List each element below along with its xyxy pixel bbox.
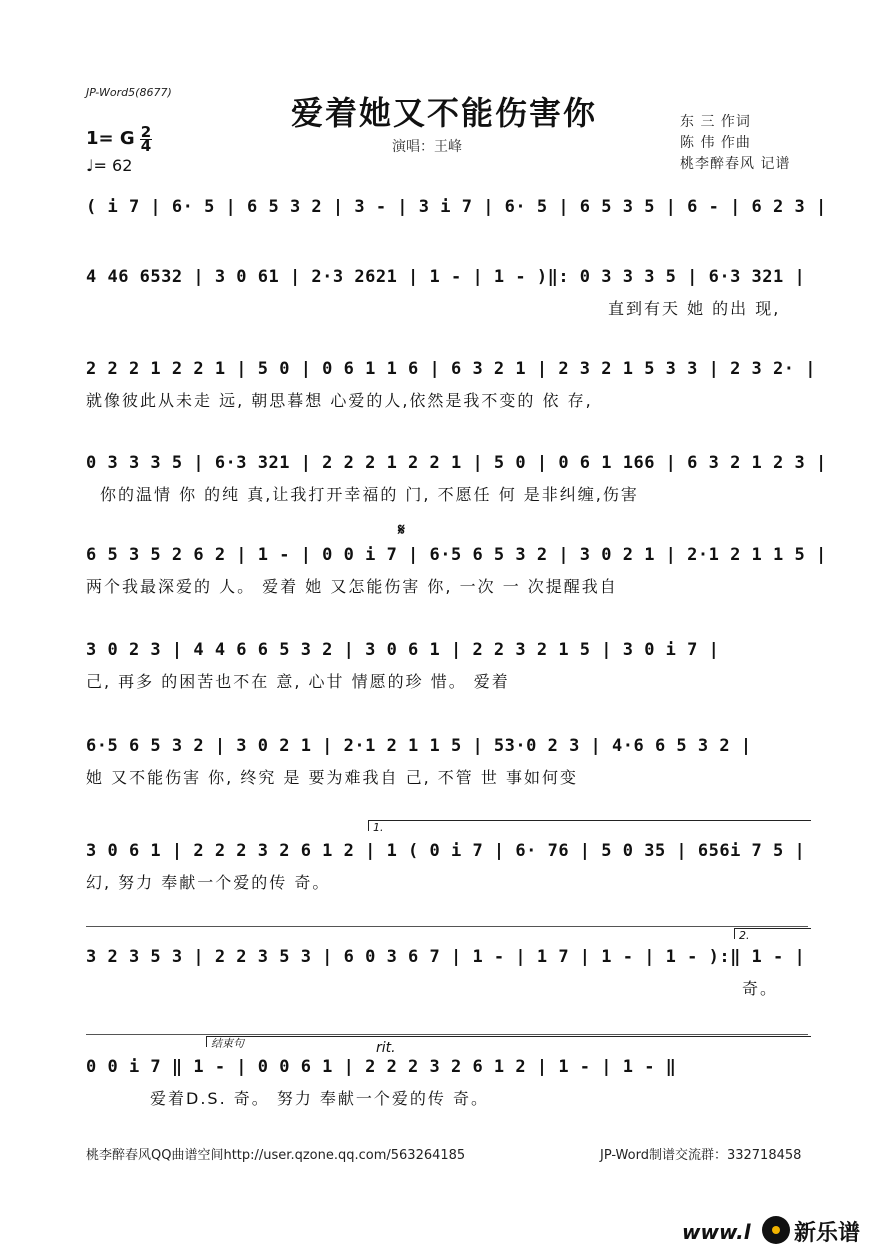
staff-lyrics: 奇。 xyxy=(742,979,779,998)
staff-lyrics: 两个我最深爱的 人。 爱着 她 又怎能伤害 你, 一次 一 次提醒我自 xyxy=(86,577,618,596)
staff-lyrics: 己, 再多 的困苦也不在 意, 心甘 情愿的珍 惜。 爱着 xyxy=(86,672,510,691)
tempo-mark: ♩= 62 xyxy=(86,156,133,175)
time-signature-top: 2 xyxy=(140,123,152,141)
brand-logo-text: 新乐谱 xyxy=(794,1221,861,1246)
staff-notes: 4 46 6532 | 3 0 61 | 2·3 2621 | 1 - | 1 - )‖: 0 3 3 3 5 | 6·3 321 | xyxy=(86,267,806,287)
staff-notes: 0 0 i 7 ‖ 1 - | 0 0 6 1 | 2 2 2 3 2 6 1 2 | 1 - | 1 - ‖ xyxy=(86,1057,677,1077)
staff-notes: 3 2 3 5 3 | 2 2 3 5 3 | 6 0 3 6 7 | 1 - | 1 7 | 1 - | 1 - ):‖ 1 - | xyxy=(86,947,806,967)
staff-divider-line xyxy=(86,926,808,927)
staff-notes: 0 3 3 3 5 | 6·3 321 | 2 2 2 1 2 2 1 | 5 0 | 0 6 1 166 | 6 3 2 1 2 3 | xyxy=(86,453,827,473)
brand-logo-disc-icon xyxy=(762,1216,790,1244)
staff-notes: ( i 7 | 6· 5 | 6 5 3 2 | 3 - | 3 i 7 | 6· 5 | 6 5 3 5 | 6 - | 6 2 3 | xyxy=(86,197,827,217)
footer-group-info: JP-Word制谱交流群：332718458 xyxy=(600,1148,802,1163)
staff-lyrics: 她 又不能伤害 你, 终究 是 要为难我自 己, 不管 世 事如何变 xyxy=(86,768,578,787)
singer-credit: 演唱：王峰 xyxy=(392,139,462,155)
staff-notes: 6 5 3 5 2 6 2 | 1 - | 0 0 i 7 | 6·5 6 5 3 2 | 3 0 2 1 | 2·1 2 1 1 5 | xyxy=(86,545,827,565)
time-signature xyxy=(140,123,152,155)
ritardando-mark: rit. xyxy=(376,1040,396,1056)
staff-notes: 3 0 6 1 | 2 2 2 3 2 6 1 2 | 1 ( 0 i 7 | 6· 76 | 5 0 35 | 656i 7 5 | xyxy=(86,841,806,861)
staff-notes: 3 0 2 3 | 4 4 6 6 5 3 2 | 3 0 6 1 | 2 2 3 2 1 5 | 3 0 i 7 | xyxy=(86,640,720,660)
watermark-url: www.l xyxy=(682,1220,751,1244)
segno-sign: 𝄋 xyxy=(398,520,405,539)
staff-lyrics: 幻, 努力 奉献一个爱的传 奇。 xyxy=(86,873,331,892)
staff-lyrics: 就像彼此从未走 远, 朝思暮想 心爱的人,依然是我不变的 依 存, xyxy=(86,391,593,410)
key-signature: 1= G xyxy=(86,128,135,149)
staff-notes: 6·5 6 5 3 2 | 3 0 2 1 | 2·1 2 1 1 5 | 53·0 2 3 | 4·6 6 5 3 2 | xyxy=(86,736,752,756)
volta-2-bracket: 2. xyxy=(734,928,811,939)
staff-lyrics: 直到有天 她 的出 现, xyxy=(608,299,781,318)
software-label: JP-Word5(8677) xyxy=(86,86,172,99)
lyricist-credit: 东 三 作词 xyxy=(680,114,751,130)
song-title: 爱着她又不能伤害你 xyxy=(290,94,597,132)
footer-qq-space-link[interactable]: 桃李醉春风QQ曲谱空间http://user.qzone.qq.com/563264185 xyxy=(86,1148,466,1163)
staff-divider-line xyxy=(86,1034,808,1035)
time-signature-bottom: 4 xyxy=(140,137,152,155)
composer-credit: 陈 伟 作曲 xyxy=(680,135,751,151)
staff-notes: 2 2 2 1 2 2 1 | 5 0 | 0 6 1 1 6 | 6 3 2 1 | 2 3 2 1 5 3 3 | 2 3 2· | xyxy=(86,359,816,379)
staff-lyrics: 你的温情 你 的纯 真,让我打开幸福的 门, 不愿任 何 是非纠缠,伤害 xyxy=(100,485,639,504)
staff-lyrics: 爱着D.S. 奇。 努力 奉献一个爱的传 奇。 xyxy=(150,1089,489,1108)
volta-1-bracket: 1. xyxy=(368,820,811,831)
credits-block xyxy=(680,112,790,175)
transcriber-credit: 桃李醉春风 记谱 xyxy=(680,156,791,172)
coda-bracket: 结束句 xyxy=(206,1036,811,1047)
